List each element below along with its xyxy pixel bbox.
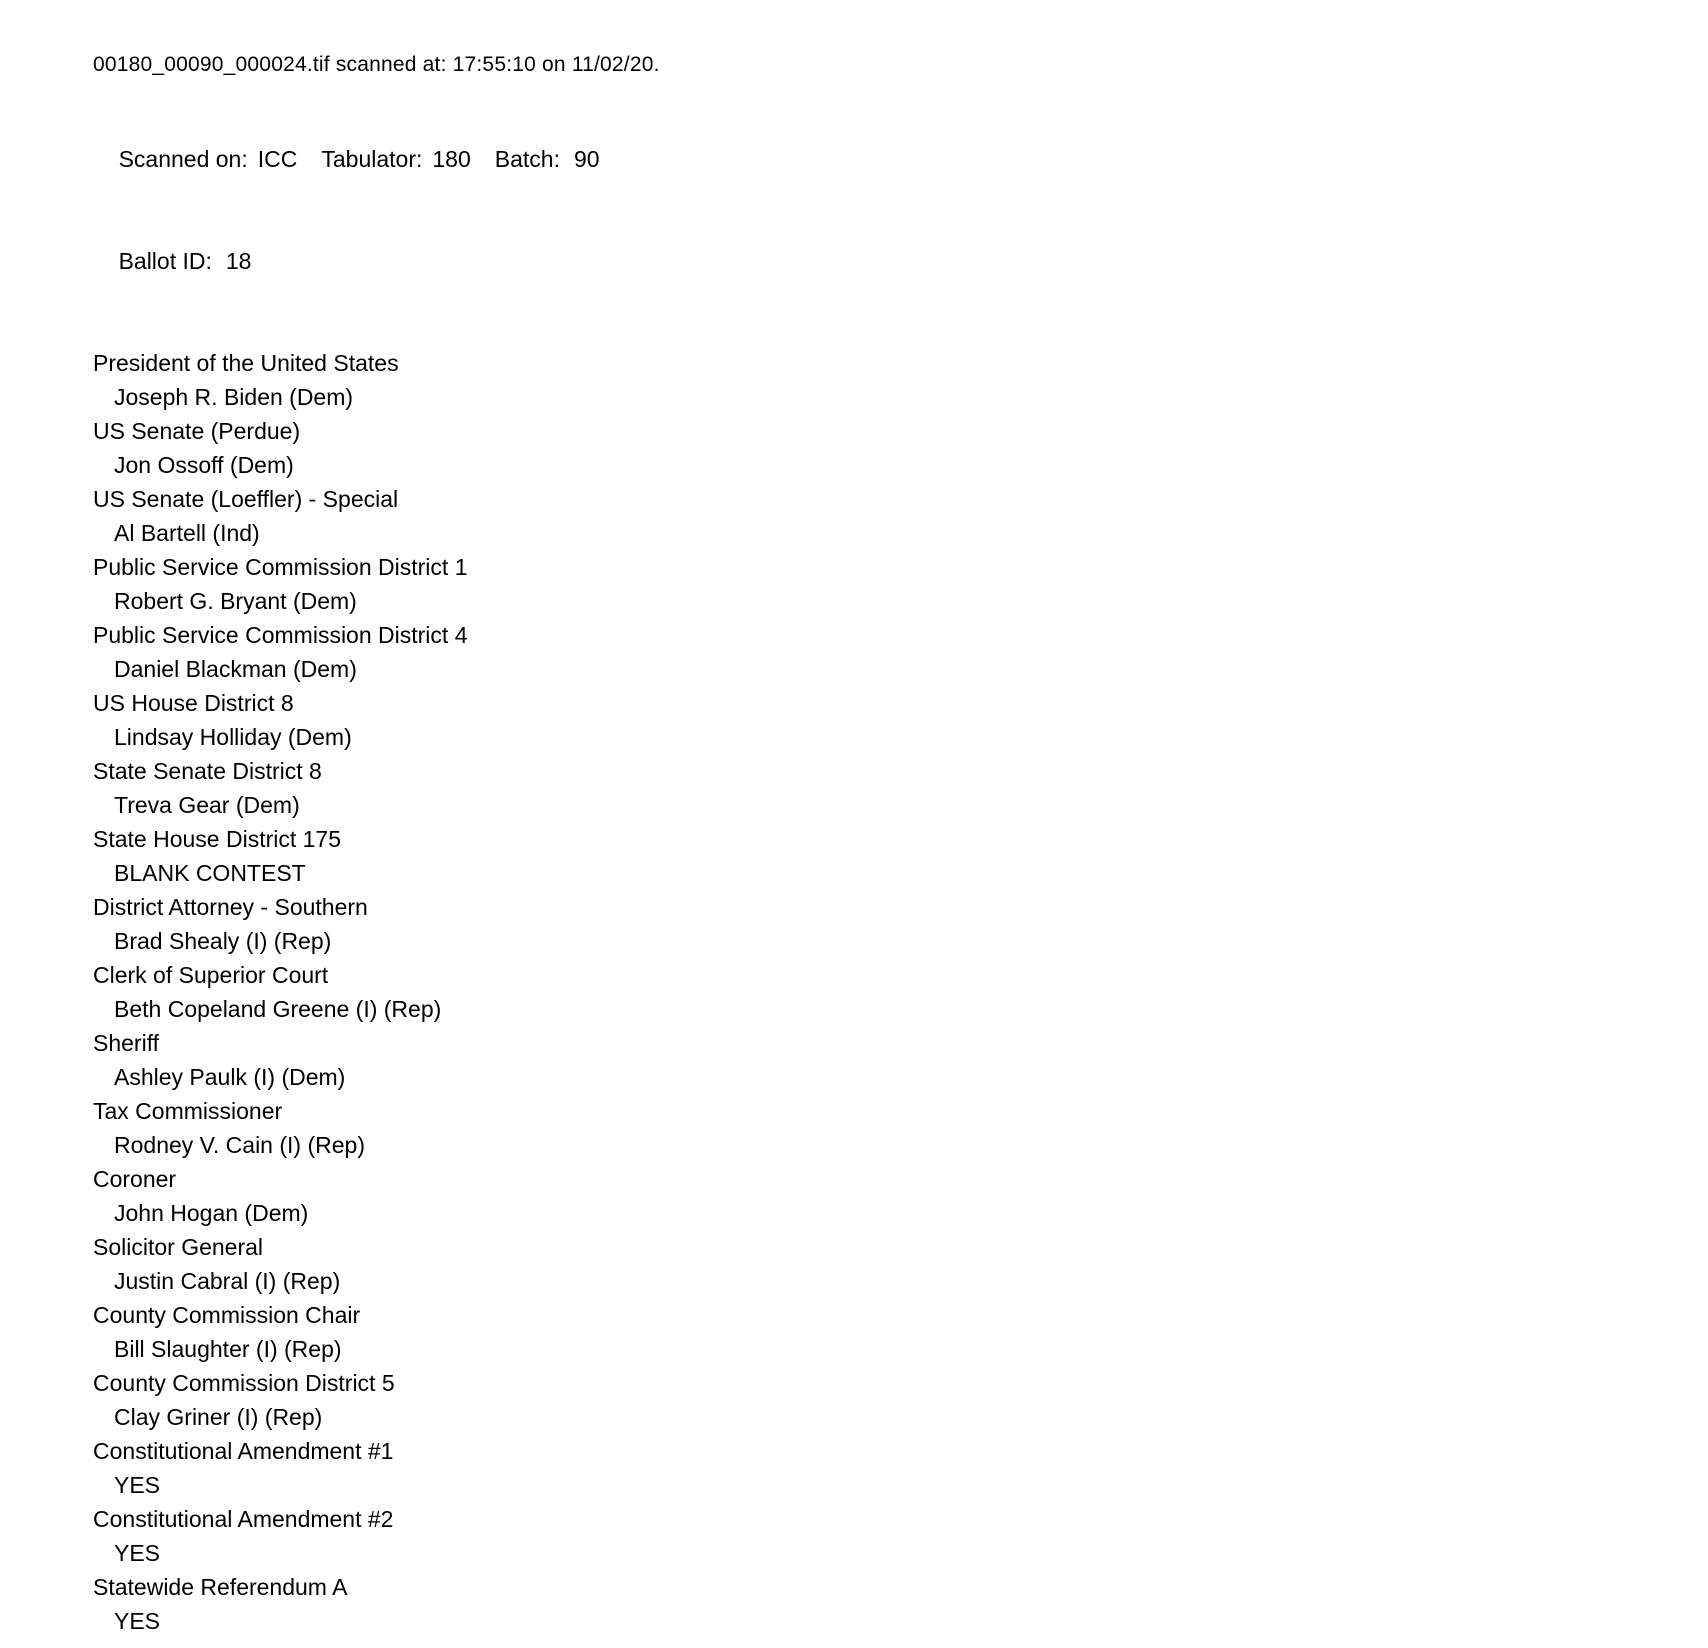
- contest-title: State Senate District 8: [93, 758, 322, 784]
- ballot-id-label: Ballot ID:: [118, 248, 212, 274]
- contest-row: [93, 550, 1668, 618]
- contest-row: [93, 958, 1668, 1026]
- contest-row: [93, 1162, 1668, 1230]
- contest-selection: Rodney V. Cain (I) (Rep): [114, 1132, 365, 1158]
- contest-row: [93, 1230, 1668, 1298]
- contest-title: US Senate (Perdue): [93, 418, 301, 444]
- contest-selection: YES: [114, 1540, 161, 1566]
- scan-metadata-line: [93, 108, 1668, 210]
- tabulator-label: Tabulator:: [321, 146, 423, 172]
- contest-title: US Senate (Loeffler) - Special: [93, 486, 399, 512]
- ballot-id-line: [93, 210, 1668, 312]
- contest-title: Solicitor General: [93, 1234, 264, 1260]
- contest-title: President of the United States: [93, 350, 399, 376]
- tabulator-value: 180: [432, 146, 471, 172]
- contest-row: [93, 1570, 1668, 1638]
- contest-selection: YES: [114, 1472, 161, 1498]
- contest-row: [93, 414, 1668, 482]
- scanned-on-value: ICC: [257, 146, 298, 172]
- contest-title: County Commission District 5: [93, 1370, 395, 1396]
- contest-title: Clerk of Superior Court: [93, 962, 329, 988]
- contest-selection: John Hogan (Dem): [114, 1200, 309, 1226]
- contest-selection: Daniel Blackman (Dem): [114, 656, 357, 682]
- contest-selection: Bill Slaughter (I) (Rep): [114, 1336, 342, 1362]
- contest-title: State House District 175: [93, 826, 342, 852]
- contest-selection: Ashley Paulk (I) (Dem): [114, 1064, 346, 1090]
- contest-selection: Jon Ossoff (Dem): [114, 452, 294, 478]
- contest-row: [93, 1502, 1668, 1570]
- contest-selection: BLANK CONTEST: [114, 860, 306, 886]
- contest-row: [93, 1366, 1668, 1434]
- batch-label: Batch:: [494, 146, 560, 172]
- contest-title: US House District 8: [93, 690, 294, 716]
- contest-selection: Al Bartell (Ind): [114, 520, 260, 546]
- contest-title: Constitutional Amendment #1: [93, 1438, 394, 1464]
- contest-title: District Attorney - Southern: [93, 894, 368, 920]
- contest-title: Tax Commissioner: [93, 1098, 283, 1124]
- contest-row: [93, 1026, 1668, 1094]
- contest-selection: Clay Griner (I) (Rep): [114, 1404, 323, 1430]
- contest-title: Sheriff: [93, 1030, 160, 1056]
- contest-title: Coroner: [93, 1166, 177, 1192]
- contest-list: [93, 346, 1668, 1638]
- contest-row: [93, 686, 1668, 754]
- contest-selection: Robert G. Bryant (Dem): [114, 588, 357, 614]
- ballot-id-value: 18: [225, 248, 252, 274]
- contest-selection: Lindsay Holliday (Dem): [114, 724, 352, 750]
- contest-row: [93, 890, 1668, 958]
- contest-row: [93, 822, 1668, 890]
- contest-title: Public Service Commission District 1: [93, 554, 468, 580]
- contest-title: Public Service Commission District 4: [93, 622, 468, 648]
- scanned-on-label: Scanned on:: [118, 146, 248, 172]
- contest-row: [93, 1094, 1668, 1162]
- contest-title: Statewide Referendum A: [93, 1574, 348, 1600]
- contest-selection: YES: [114, 1608, 161, 1634]
- contest-row: [93, 618, 1668, 686]
- contest-selection: Brad Shealy (I) (Rep): [114, 928, 332, 954]
- contest-selection: Justin Cabral (I) (Rep): [114, 1268, 341, 1294]
- contest-row: [93, 346, 1668, 414]
- scan-filename-line: 00180_00090_000024.tif scanned at: 17:55:10 on 11/02/20.: [93, 53, 660, 76]
- contest-row: [93, 482, 1668, 550]
- contest-selection: Joseph R. Biden (Dem): [114, 384, 354, 410]
- contest-selection: Treva Gear (Dem): [114, 792, 300, 818]
- contest-selection: Beth Copeland Greene (I) (Rep): [114, 996, 442, 1022]
- contest-row: [93, 1298, 1668, 1366]
- contest-row: [93, 1434, 1668, 1502]
- contest-title: County Commission Chair: [93, 1302, 361, 1328]
- contest-row: [93, 754, 1668, 822]
- batch-value: 90: [573, 146, 600, 172]
- contest-title: Constitutional Amendment #2: [93, 1506, 394, 1532]
